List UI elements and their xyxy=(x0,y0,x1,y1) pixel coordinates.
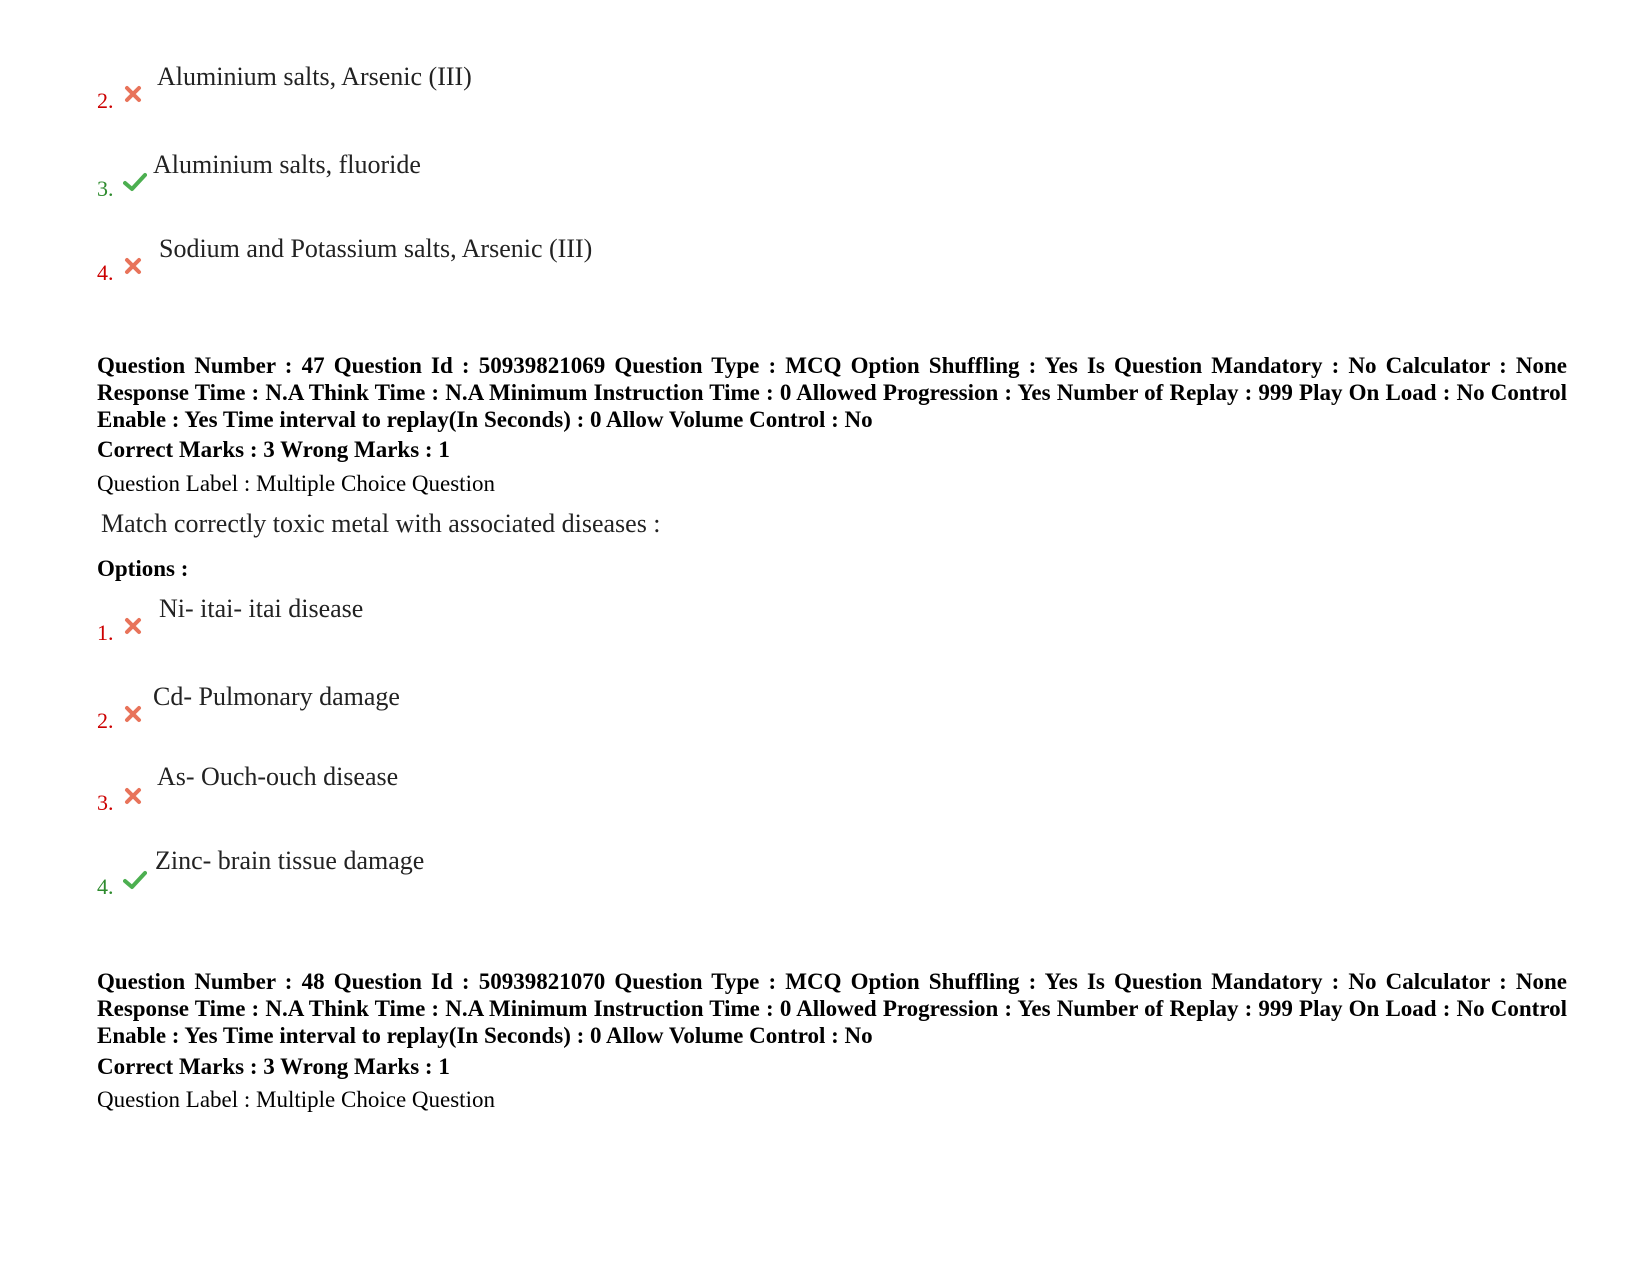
cross-icon xyxy=(123,704,143,724)
option-number: 4. xyxy=(97,874,114,899)
question-marks: Correct Marks : 3 Wrong Marks : 1 xyxy=(97,437,450,462)
option-item xyxy=(97,60,997,120)
option-number: 2. xyxy=(97,88,114,113)
cross-icon xyxy=(123,786,143,806)
options-heading: Options : xyxy=(97,556,189,581)
option-number: 1. xyxy=(97,620,114,645)
question-label: Question Label : Multiple Choice Question xyxy=(97,1087,495,1112)
option-item xyxy=(97,232,997,292)
check-icon xyxy=(123,172,147,192)
check-icon xyxy=(123,870,147,890)
option-text: Aluminium salts, Arsenic (III) xyxy=(157,62,472,91)
question-text: Match correctly toxic metal with associated diseases : xyxy=(101,509,661,538)
option-item xyxy=(97,592,997,652)
option-text: Zinc- brain tissue damage xyxy=(155,846,425,875)
question-marks: Correct Marks : 3 Wrong Marks : 1 xyxy=(97,1054,450,1079)
question-meta: Question Number : 47 Question Id : 50939821069 Question Type : MCQ Option Shuffling : Yes Is Question Mandatory : No Calculator : None Response Time : N.A Think Time : N.A Minimum Instruction Time : 0 Allowed Progression : Yes Number of Replay : 999 Play On Load : No Control Enable : Yes Time interval to replay(In Seconds) : 0 Allow Volume Control : No xyxy=(97,353,1567,432)
option-item xyxy=(97,762,997,822)
option-text: As- Ouch-ouch disease xyxy=(157,762,399,791)
option-number: 3. xyxy=(97,176,114,201)
question-meta: Question Number : 48 Question Id : 50939821070 Question Type : MCQ Option Shuffling : Yes Is Question Mandatory : No Calculator : None Response Time : N.A Think Time : N.A Minimum Instruction Time : 0 Allowed Progression : Yes Number of Replay : 999 Play On Load : No Control Enable : Yes Time interval to replay(In Seconds) : 0 Allow Volume Control : No xyxy=(97,969,1567,1048)
option-number: 2. xyxy=(97,708,114,733)
cross-icon xyxy=(123,84,143,104)
option-item xyxy=(97,680,997,740)
option-number: 3. xyxy=(97,790,114,815)
cross-icon xyxy=(123,616,143,636)
option-item xyxy=(97,148,997,208)
option-item xyxy=(97,846,997,906)
option-text: Cd- Pulmonary damage xyxy=(153,682,400,711)
cross-icon xyxy=(123,256,143,276)
question-label: Question Label : Multiple Choice Question xyxy=(97,471,495,496)
option-text: Ni- itai- itai disease xyxy=(159,594,364,623)
option-text: Sodium and Potassium salts, Arsenic (III) xyxy=(159,234,593,263)
option-text: Aluminium salts, fluoride xyxy=(153,150,421,179)
option-number: 4. xyxy=(97,260,114,285)
